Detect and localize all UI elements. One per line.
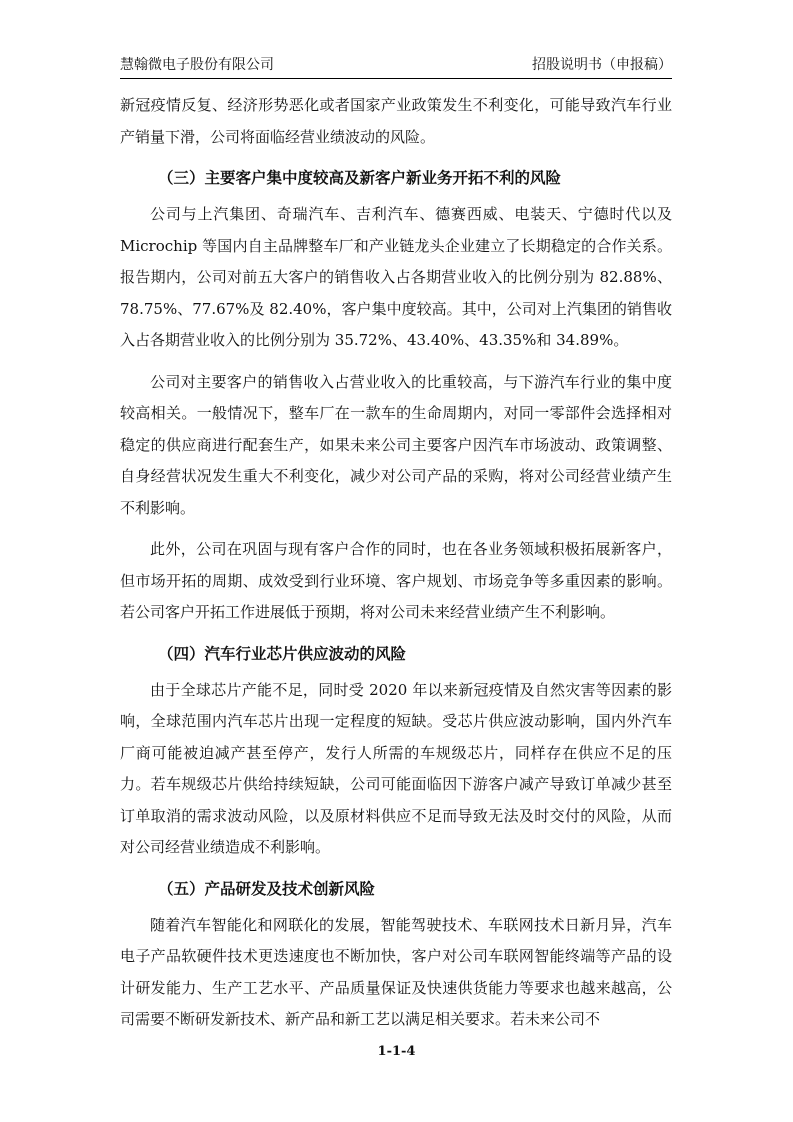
section-3-paragraph-2: 公司对主要客户的销售收入占营业收入的比重较高，与下游汽车行业的集中度较高相关。一般情况下，整车厂在一款车的生命周期内，对同一零部件会选择相对稳定的供应商进行配套生产，如果未来公司主要客户因汽车市场波动、政策调整、自身经营状况发生重大不利变化，减少对公司产品的采购，将对公司经营业绩产生不利影响。 — [120, 372, 672, 517]
section-5-heading: （五）产品研发及技术创新风险 — [158, 879, 376, 898]
section-5-paragraph-1: 随着汽车智能化和网联化的发展，智能驾驶技术、车联网技术日新月异，汽车电子产品软硬件技术更迭速度也不断加快，客户对公司车联网智能终端等产品的设计研发能力、生产工艺水平、产品质量保证及快速供货能力等要求也越来越高，公司需要不断研发新技术、新产品和新工艺以满足相关要求。若未来公司不 — [120, 915, 672, 1028]
document-title: 招股说明书（申报稿） — [532, 57, 672, 73]
page-number: 1-1-4 — [377, 1044, 416, 1059]
section-4-heading: （四）汽车行业芯片供应波动的风险 — [158, 644, 407, 663]
section-4-paragraph-1: 由于全球芯片产能不足，同时受 2020 年以来新冠疫情及自然灾害等因素的影响，全球范围内汽车芯片出现一定程度的短缺。受芯片供应波动影响，国内外汽车厂商可能被迫减产甚至停产，发行人所需的车规级芯片，同样存在供应不足的压力。若车规级芯片供给持续短缺，公司可能面临因下游客户减产导致订单减少甚至订单取消的需求波动风险，以及原材料供应不足而导致无法及时交付的风险，从而对公司经营业绩造成不利影响。 — [120, 680, 672, 856]
section-3-paragraph-1: 公司与上汽集团、奇瑞汽车、吉利汽车、德赛西威、电装天、宁德时代以及Microchip 等国内自主品牌整车厂和产业链龙头企业建立了长期稳定的合作关系。报告期内，公司对前五大客户的销售收入占各期营业收入的比例分别为 82.88%、78.75%、77.67%及 82.40%，客户集中度较高。其中，公司对上汽集团的销售收入占各期营业收入的比例分别为 35.72%、43.40%、43.35%和 34.89%。 — [120, 205, 672, 349]
section-3-paragraph-3: 此外，公司在巩固与现有客户合作的同时，也在各业务领域积极拓展新客户，但市场开拓的周期、成效受到行业环境、客户规划、市场竞争等多重因素的影响。若公司客户开拓工作进展低于预期，将对公司未来经营业绩产生不利影响。 — [120, 540, 672, 621]
company-name: 慧翰微电子股份有限公司 — [120, 57, 274, 73]
page-body — [120, 90, 672, 1046]
page-header — [120, 52, 672, 79]
section-3-heading: （三）主要客户集中度较高及新客户新业务开拓不利的风险 — [158, 169, 562, 187]
intro-continuation: 新冠疫情反复、经济形势恶化或者国家产业政策发生不利变化，可能导致汽车行业产销量下滑，公司将面临经营业绩波动的风险。 — [120, 96, 672, 146]
